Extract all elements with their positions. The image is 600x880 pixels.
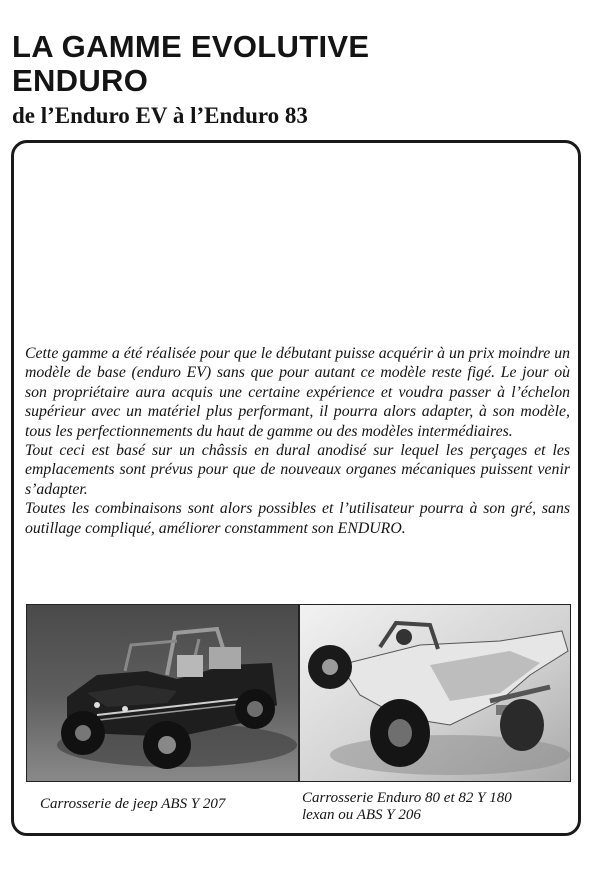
paragraph-3: Toutes les combinaisons sont alors possibles et l’utilisateur pourra à son gré, sans outillage compliqué, améliorer constamment son ENDURO. <box>25 500 570 537</box>
jeep-photo <box>26 604 299 782</box>
jeep-illustration <box>27 605 299 782</box>
page-title <box>12 30 369 98</box>
jeep-caption: Carrosserie de jeep ABS Y 207 <box>40 796 226 812</box>
title-line-1: LA GAMME EVOLUTIVE <box>12 29 370 64</box>
enduro-photo <box>299 604 571 782</box>
paragraph-2: Tout ceci est basé sur un châssis en dural anodisé sur lequel les perçages et les emplacements sont prévus pour que de nouveaux organes mécaniques puissent venir s’adapter. <box>25 442 570 498</box>
enduro-caption-line-2: lexan ou ABS Y 206 <box>302 807 421 823</box>
enduro-caption-line-1: Carrosserie Enduro 80 et 82 Y 180 <box>302 790 512 806</box>
title-line-2: ENDURO <box>12 63 149 98</box>
enduro-caption <box>302 790 572 824</box>
page-subtitle: de l’Enduro EV à l’Enduro 83 <box>12 103 308 128</box>
paragraph-1: Cette gamme a été réalisée pour que le débutant puisse acquérir à un prix moindre un modèle de base (enduro EV) sans que pour autant ce modèle reste figé. Le jour où son propriétaire aura acquis une certaine expérience et voudra passer à l’échelon supérieur avec un matériel plus performant, il pourra alors adapter, à son modèle, tous les perfectionnements du haut de gamme ou des modèles intermédiaires. <box>25 345 570 440</box>
body-text <box>25 344 570 538</box>
enduro-illustration <box>300 605 571 782</box>
